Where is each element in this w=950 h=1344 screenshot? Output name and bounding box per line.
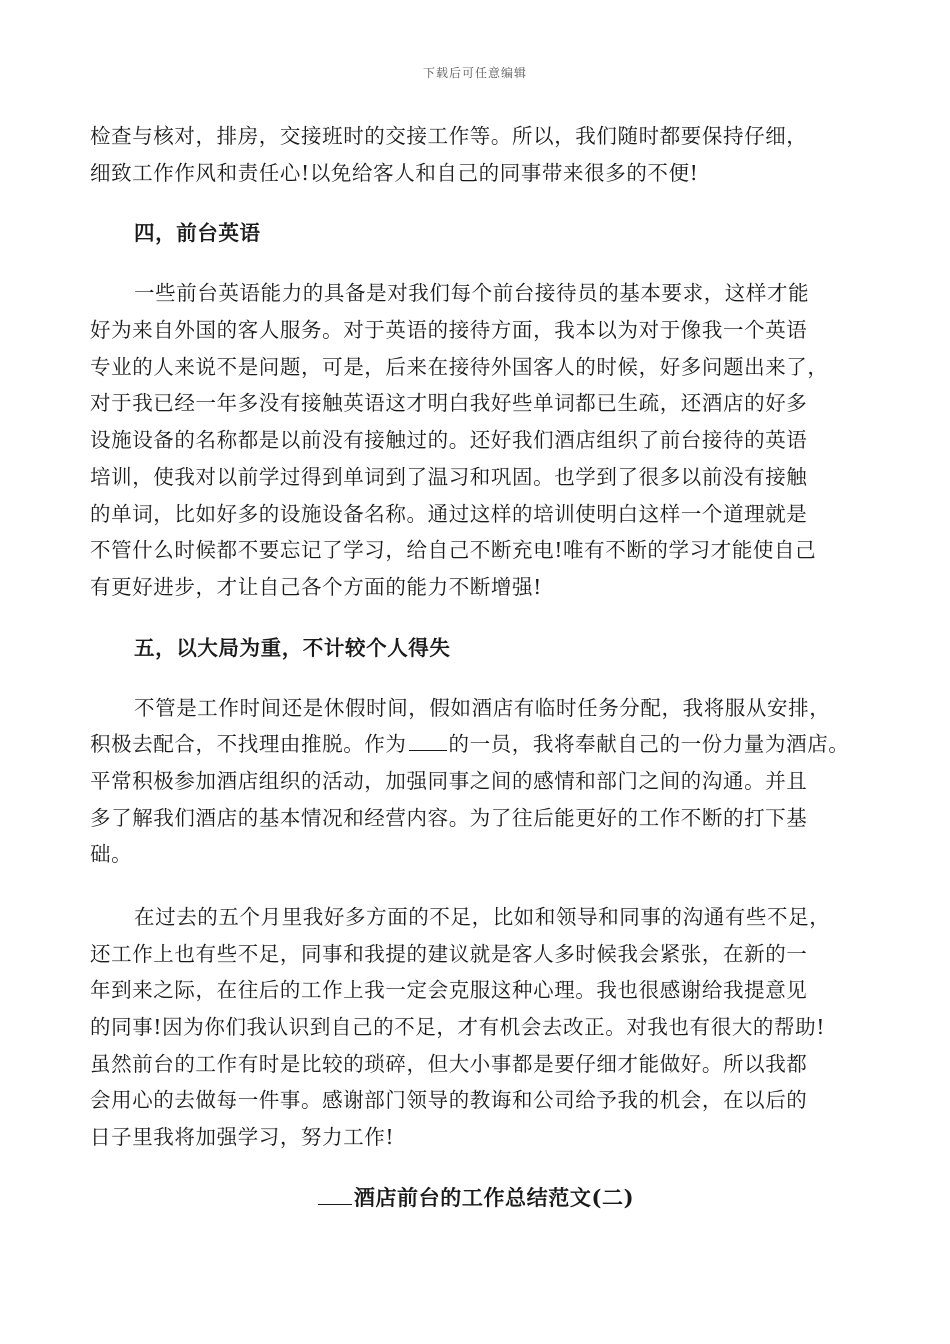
paragraph-line: 还工作上也有些不足，同事和我提的建议就是客人多时候我会紧张，在新的一: [90, 941, 808, 966]
next-document-title: [0, 1182, 950, 1212]
section-heading-5: 五，以大局为重，不计较个人得失: [134, 635, 451, 660]
section-5-paragraph: [90, 690, 870, 873]
header-note: 下载后可任意编辑: [422, 66, 527, 80]
paragraph-line: 的同事!因为你们我认识到自己的不足，才有机会去改正。对我也有很大的帮助!: [90, 1015, 826, 1040]
paragraph-line: 培训，使我对以前学过得到单词到了温习和巩固。也学到了很多以前没有接触: [90, 464, 808, 489]
fill-in-blank: [409, 732, 447, 751]
paragraph-line: 专业的人来说不是问题，可是，后来在接待外国客人的时候，好多问题出来了，: [90, 354, 829, 379]
paragraph-line: 检查与核对，排房，交接班时的交接工作等。所以，我们随时都要保持仔细，: [90, 124, 808, 148]
document-body: [90, 118, 870, 1156]
section-4-paragraph: [90, 275, 870, 605]
line-text: 的一员，我将奉献自己的一份力量为酒店。: [448, 732, 850, 757]
line-text: 积极去配合，不找理由推脱。作为: [90, 732, 407, 757]
section-heading-4: 四，前台英语: [134, 221, 261, 246]
paragraph-line: 年到来之际，在往后的工作上我一定会克服这种心理。我也很感谢给我提意见: [90, 978, 808, 1003]
paragraph-line: 多了解我们酒店的基本情况和经营内容。为了往后能更好的工作不断的打下基: [90, 805, 808, 830]
paragraph-line-with-blank: [90, 726, 870, 763]
paragraph-line: 好为来自外国的客人服务。对于英语的接待方面，我本以为对于像我一个英语: [90, 318, 808, 343]
paragraph-line: 不管是工作时间还是休假时间，假如酒店有临时任务分配，我将服从安排，: [134, 695, 831, 720]
paragraph-line: 的单词，比如好多的设施设备名称。通过这样的培训使明白这样一个道理就是: [90, 501, 808, 526]
paragraph-line: 础。: [90, 842, 133, 867]
title-text: 酒店前台的工作总结范文(二): [353, 1185, 635, 1210]
paragraph-line: 不管什么时候都不要忘记了学习，给自己不断充电!唯有不断的学习才能使自己: [90, 538, 817, 563]
fill-in-blank: [318, 1186, 352, 1205]
paragraph-line: 虽然前台的工作有时是比较的琐碎，但大小事都是要仔细才能做好。所以我都: [90, 1051, 808, 1076]
paragraph-line: 日子里我将加强学习，努力工作!: [90, 1125, 395, 1150]
intro-paragraph: [90, 118, 870, 191]
paragraph-line: 会用心的去做每一件事。感谢部门领导的教诲和公司给予我的机会，在以后的: [90, 1088, 808, 1113]
paragraph-line: 对于我已经一年多没有接触英语这才明白我好些单词都已生疏，还酒店的好多: [90, 391, 808, 416]
paragraph-line: 细致工作作风和责任心!以免给客人和自己的同事带来很多的不便!: [90, 160, 699, 185]
paragraph-line: 有更好进步，才让自己各个方面的能力不断增强!: [90, 574, 542, 599]
paragraph-line: 设施设备的名称都是以前没有接触过的。还好我们酒店组织了前台接待的英语: [90, 428, 808, 453]
paragraph-line: 在过去的五个月里我好多方面的不足，比如和领导和同事的沟通有些不足，: [134, 905, 831, 929]
paragraph-line: 平常积极参加酒店组织的活动，加强同事之间的感情和部门之间的沟通。并且: [90, 768, 808, 793]
paragraph-line: 一些前台英语能力的具备是对我们每个前台接待员的基本要求，这样才能: [134, 281, 810, 306]
closing-paragraph: [90, 899, 870, 1156]
